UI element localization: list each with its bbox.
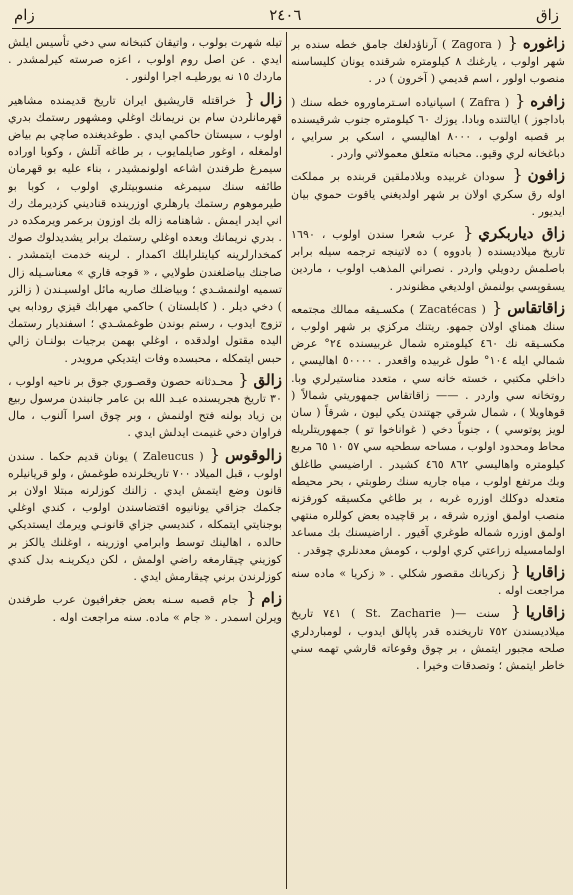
entry-body: تاريخلرنده طوغمش ، ولو قريانيلره قانون وضع ايتمش ايدي . زالنك كوزلرنه مبتلا اولان بر جكمك جزاقي يونانيوه اقتضاسندن اولوب ، كندي اوغلي بوجنايتي ايتمكله ، كنديسي جزاي قانونـي ويرمك ايستديكي حالده ، اهالينك توسط وابرامي اوزرينه ، اوغلنك يالكز بر كوزيني چيقارمغه راضي اولمش ، لكن ديكرينـه بدل كندي كوزلرندن برني چيقارمش ايدي . (8, 466, 282, 584)
page-header (14, 4, 559, 26)
entry-body: ٨ كيلومتره شرقنده يونان كليساسنه منصوب اولور ، اسم قديمي ( آخرون ) در . (291, 55, 565, 86)
brace-glyph: { (510, 561, 521, 581)
brace-glyph: { (238, 369, 249, 389)
brace-glyph: { (507, 34, 518, 52)
entry (291, 299, 565, 559)
entry-lead: زكريانك مقصور شكلي . « زكريا » ماده سنه مراجعت اوله . (291, 566, 565, 598)
entry (8, 446, 282, 586)
entry-body: اوغلي ومشهور رستمك بدري اولوب ، سيستان حاكمي ايدي . طوغديغنده صاچي بم بياض اولمغله ، اوغور صايلمايوب ، بر طاغه آتلش ، وكوبا اوراده سيمرغ طرفندن اشاعه اولونمشيدر ، بناء عليه بو قهرمان طائفه سنك سيمرغه منسوبيتلري اولوب ، كوبا بو طيرموهوم رستمك يارهلري اوزرينده قناديني كزديرمك رك اني ايدر ايمش . شاهنامه زاله بك اوزون برعمر ويرمكده در . بدري نريمانك وبعده اوغلي رستمك برابر يشديدلوك صوك كمخدارلرينه كيايتلرايلك اكمدار . لرينه خدمت ايتمشدر . صاجنك بياضلغندن طولايي ، « قوجه قاري » معناسـيله زال تسميه اولنمشـدي ؛ وبياضلك صاريه مائل اولسيـندن ( زالزر ) دخي ديلر . ( كابلستان ) حاكمي مهرابك قيزي رودابه يي تزوج ايدوب ، رستم بوندن طوغمشـدي ؛ اسفنديار رستمك اليده مقتول اولدقده ، اوغلي بهمن برجيات بولنـان زالي حبس ايتمكله ، محبسده وفات ايتديكي مرويدر . (8, 110, 282, 365)
page-number: ٢٤٠٦ (269, 6, 302, 24)
entry-headword: زاغوره (522, 34, 565, 52)
entry-body: ايدوب ، لومباردلري صلحه مجبور ايتمش ، بر چوق وقوعاته قارشي تهمه سني خاطر ايتمش ؛ وتصدقات وخيرا . (291, 624, 565, 672)
header-rule (12, 28, 561, 29)
entry (291, 166, 565, 220)
entry (291, 603, 565, 674)
entry-headword: زال (259, 89, 282, 108)
entry-lead: جام قصبه سـنه بعض جغرافيون عرب طرفندن ويرلن اسمدر . « جام » ماده. (8, 593, 282, 624)
entry-lead: ( Zagora ) آرناؤدلغك جامق خطه سنده بر شهر اولوب ، يارغنك (291, 38, 565, 69)
entry (8, 371, 282, 442)
entry-lead: ( Zaleucus ) يونان قديم حكما . سندن اولوب ، قبل الميلاد ٧٠٠ (8, 449, 282, 480)
entry-headword: زالوقوس (225, 445, 282, 464)
entry-lead: عرب شعرا سندن اولوب ، ١٦٩٠ تاريخ (291, 228, 565, 259)
entry-body: شهر اولديغني ياقوت حموي بيان ايديور . (291, 187, 565, 218)
entry-lead: ( Zacatécas ) مكسـيقه ممالك مجتمعه سنك همناي اولان جمهو. (291, 302, 565, 334)
entry (291, 563, 565, 599)
entry-lead: سنت —( St. Zacharie ) ٧٤١ تاريخ ميلاديسندن ٧٥٢ تاريخنده قدر پاپالق (291, 607, 565, 638)
entry-body: تيله شهرت بولوب ، واتيقان كتبخانه سي دخي تأسيس ايلش ايدي . عن اصل روم اولوب ، اعزه صرسته كيرلمشدر . ماردك ١٥ نه يورطيـه اجرا اولنور . (8, 36, 282, 84)
entry-continuation (8, 34, 282, 86)
entry-lead: ( Zafra ) اسپانياده اسـترماوروه خطه سنك ( باداجوز ) ايالتنده وبادا. (291, 95, 565, 126)
brace-glyph: { (515, 90, 526, 110)
running-title-right: زاق (535, 6, 559, 24)
entry-body: سنه مراجعت اوله . (52, 610, 142, 624)
brace-glyph: { (510, 602, 521, 622)
entry (8, 90, 282, 367)
entry-body: ميلاديسنده ( بادووه ) ده لاتينجه ترجمه سيله برابر باصلمش ردويلي واردر . نصراني المذهب اولوب ، ماردين يسقوپسي بولنمش اولديغي مظنوندر . (291, 245, 565, 293)
entry-headword: زافون (527, 166, 565, 185)
brace-glyph: { (246, 588, 257, 608)
entry-lead: سودان غربيده وبلادملقين قربنده بر مملكت اوله رق سكري اولان بر (291, 170, 565, 201)
entry-headword: زاقاريا (525, 562, 565, 581)
entry-headword: زاقاتقاس (507, 298, 565, 317)
brace-glyph: { (463, 223, 474, 243)
column-divider (286, 32, 287, 889)
entry-headword: زام (261, 589, 282, 608)
entry (8, 589, 282, 625)
brace-glyph: { (209, 444, 221, 464)
entry-lead: محـدثانه حصون وقصـوري جوق بر ناحيه اولوب ، ٣٠ تاريخ هجريسنده (8, 374, 282, 406)
entry-headword: زاق دياربكري (478, 224, 565, 243)
entry (291, 34, 565, 88)
entry-body: عبـد الله بن عامر جانبندن مرسول ربيع بن زياد بولنه فتح اولنمش ، وبر چوق اسرا آلنوب ، مال فراوان دخي غنيمت ايدلش ايدي . (8, 392, 282, 440)
entry (291, 224, 565, 295)
running-title-left: زام (14, 6, 35, 24)
entry (291, 92, 565, 163)
entry-headword: زافره (530, 91, 565, 110)
entry-body: ريتنك مركزي بر شهر اولوب ، مكسـيقه نك ٤٦٠ كيلومتره شمال غربيسنده ٢٤° عرض شمالي ايله ١٠٤° طول غربيده واقعدر . ٥٠٠٠٠ اهاليسي ، داخلي مكتبي ، خسته خانه سي ، متعدد مناستيرلري وبا. روتخانه سي واردر . —— زاقاتقاس جمهوريتي شمالاً ( قوهاويلا ) ، شمال شرقي جهتندن يكي ليون ، شرقاً ( سان لويز پوتوسي ) ، جنوباً دخي ( غواناخوا تو ) جمهوريتلريله محاط ومحدود اولوب ، مساحه سطحيه سي ٥٧ ١٠ ٦٥ مربع كيلومتره واهاليسي ٨٦٢ ٤٦٥ كشيدر . اراضيسي طاغلق وبك مرتفع اولوب ، مياه جاريه سنك رطوبتي ، بحر محيطه متعدله دوكلك اوزره غربه ، بر طاغي مكسيقه كورفزنه منصب اولمق اوزره شرقه ، بر قاچيده بعض كوللره منتهي اولمق اوزره شماله طوغري آقيور . اراضيسنك بك مساعد اولمامسيله زراعتي كري اولوب ، كومش معدنلري چوقدر . (291, 320, 565, 557)
brace-glyph: { (492, 297, 503, 317)
entry-lead: خراقتله قاريشيق ايران تاريخ قديمنده مشاهير قهرمانلردن سام بن نريمانك (8, 93, 282, 124)
right-column (291, 34, 565, 889)
brace-glyph: { (512, 165, 523, 185)
left-column (8, 34, 282, 889)
entry-body: يوزك ٦٠ كيلومتره جنوب شرقيسنده بر قصبه اولوب ، ٨٠٠٠ اهاليسي ، اسكي بر سرايي ، دباغخانه لري وقيو.. محبانه متعلق معمولاتي واردر . (291, 112, 565, 161)
brace-glyph: { (244, 88, 255, 108)
entry-headword: زالق (253, 370, 282, 389)
entry-headword: زاقاريا (525, 603, 565, 622)
